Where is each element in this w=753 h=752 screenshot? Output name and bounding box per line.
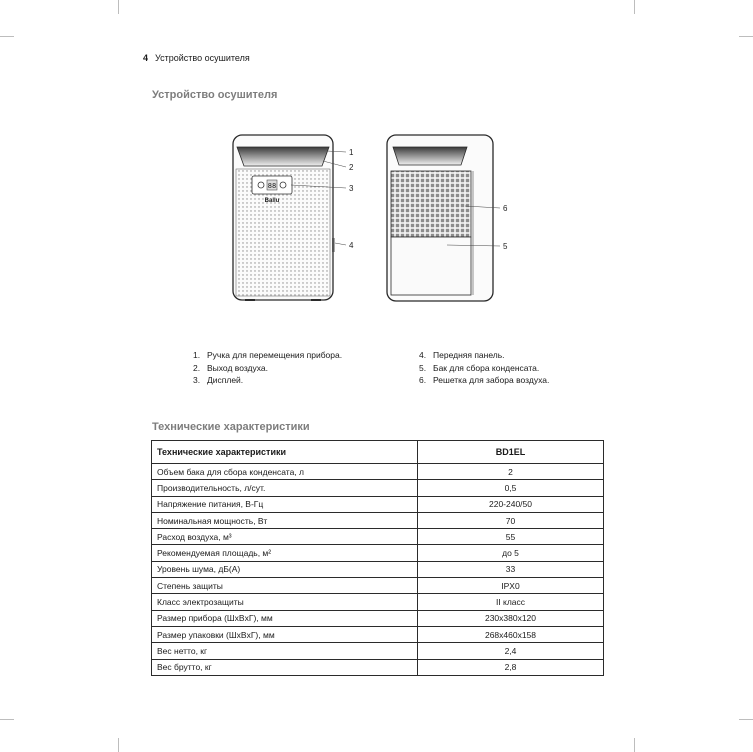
table-row — [152, 561, 604, 577]
list-item: 2. Выход воздуха. — [193, 362, 269, 373]
spec-value: до 5 — [418, 545, 604, 561]
crop-mark — [739, 36, 753, 37]
spec-value: 55 — [418, 529, 604, 545]
section-title-device: Устройство осушителя — [152, 89, 278, 101]
spec-value: 2,8 — [418, 659, 604, 675]
table-row — [152, 643, 604, 659]
spec-param: Вес нетто, кг — [152, 643, 418, 659]
table-row — [152, 512, 604, 528]
spec-value: 230x380x120 — [418, 610, 604, 626]
spec-value: 0,5 — [418, 480, 604, 496]
list-item: 4. Передняя панель. — [419, 350, 505, 360]
spec-param: Объем бака для сбора конденсата, л — [152, 464, 418, 480]
spec-param: Степень защиты — [152, 578, 418, 594]
callout-4: 4 — [349, 241, 354, 250]
spec-param: Расход воздуха, м³ — [152, 529, 418, 545]
spec-param: Рекомендуемая площадь, м² — [152, 545, 418, 561]
callout-3: 3 — [349, 184, 354, 193]
table-row — [152, 610, 604, 626]
crop-mark — [739, 719, 753, 720]
crop-mark — [118, 738, 119, 752]
spec-param: Размер упаковки (ШxВxГ), мм — [152, 626, 418, 642]
page-number: 4 — [143, 53, 149, 63]
spec-value: 2 — [418, 464, 604, 480]
spec-param: Номинальная мощность, Вт — [152, 512, 418, 528]
front-view — [233, 135, 335, 300]
air-outlet — [393, 147, 467, 165]
list-item: 5. Бак для сбора конденсата. — [419, 362, 540, 373]
crop-mark — [0, 719, 14, 720]
spec-value: 220-240/50 — [418, 496, 604, 512]
water-tank — [391, 237, 471, 295]
column-header-model: BD1EL — [418, 441, 604, 464]
air-outlet — [237, 147, 329, 166]
spec-value: II класс — [418, 594, 604, 610]
callout-1: 1 — [349, 148, 354, 157]
spec-param: Размер прибора (ШxВxГ), мм — [152, 610, 418, 626]
spec-value: IPX0 — [418, 578, 604, 594]
dehumidifier-illustration — [225, 133, 535, 313]
spec-value: 2,4 — [418, 643, 604, 659]
spec-param: Класс электрозащиты — [152, 594, 418, 610]
list-item: 3. Дисплей. — [193, 375, 244, 385]
crop-mark — [634, 738, 635, 752]
spec-param: Уровень шума, дБ(А) — [152, 561, 418, 577]
section-title-specs: Технические характеристики — [152, 421, 310, 433]
callout-5: 5 — [503, 242, 508, 251]
spec-value: 33 — [418, 561, 604, 577]
spec-param: Вес брутто, кг — [152, 659, 418, 675]
back-view — [387, 135, 493, 301]
list-item: 6. Решетка для забора воздуха. — [419, 375, 550, 385]
crop-mark — [118, 0, 119, 14]
parts-list-left — [193, 349, 342, 387]
running-head-title: Устройство осушителя — [155, 53, 250, 63]
callout-6: 6 — [503, 204, 508, 213]
air-intake-grille — [391, 171, 471, 237]
crop-mark — [0, 36, 14, 37]
table-row — [152, 529, 604, 545]
brand-logo: Ballu — [264, 198, 280, 204]
parts-list-right — [419, 349, 549, 387]
spec-value: 70 — [418, 512, 604, 528]
table-row — [152, 496, 604, 512]
table-row — [152, 626, 604, 642]
column-header-param: Технические характеристики — [152, 441, 418, 464]
spec-param: Напряжение питания, В-Гц — [152, 496, 418, 512]
table-row — [152, 594, 604, 610]
callout-2: 2 — [349, 163, 354, 172]
crop-mark — [634, 0, 635, 14]
table-row — [152, 659, 604, 675]
table-row — [152, 464, 604, 480]
spec-param: Производительность, л/сут. — [152, 480, 418, 496]
display-digits: 88 — [267, 182, 277, 190]
spec-table — [151, 440, 604, 676]
spec-value: 268x460x158 — [418, 626, 604, 642]
running-head — [143, 53, 250, 63]
table-row — [152, 545, 604, 561]
table-row — [152, 578, 604, 594]
table-header-row — [152, 441, 604, 464]
table-body — [152, 464, 604, 676]
table-row — [152, 480, 604, 496]
list-item: 1. Ручка для перемещения прибора. — [193, 350, 343, 360]
